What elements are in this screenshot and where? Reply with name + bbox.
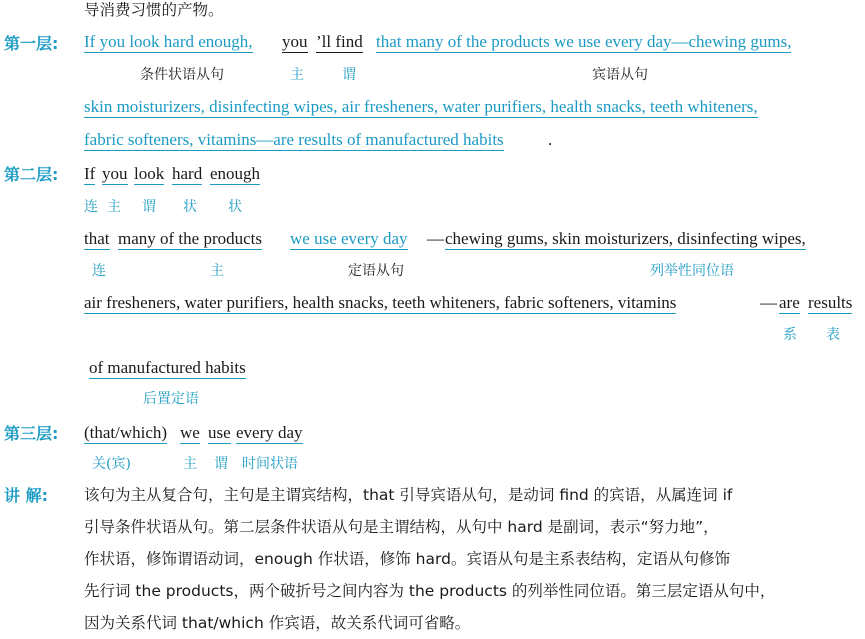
layer1-condition-clause: If you look hard enough,: [84, 32, 253, 51]
layer2-word-that: that: [84, 229, 110, 248]
layer2-word-results: results: [808, 293, 853, 312]
layer1-period: .: [548, 130, 553, 149]
layer2-appositive-line2: air fresheners, water purifiers, health snacks, teeth whiteners, fabric softeners, vitamins: [84, 293, 677, 312]
layer2-ann-appos: 列举性同位语: [650, 263, 734, 279]
layer2-ann-hard: 状: [183, 199, 197, 215]
layer1-object-clause-start: that many of the products we use every day—chewing gums,: [376, 32, 792, 51]
layer3-ann-every: 时间状语: [242, 456, 298, 472]
layer3-ann-use: 谓: [214, 456, 228, 472]
layer2-of-phrase: of manufactured habits: [89, 358, 246, 377]
explain-line-4: 先行词 the products，两个破折号之间内容为 the products 的列举性同位语。第三层定语从句中，: [84, 582, 776, 600]
layer1-object-clause-line2: skin moisturizers, disinfecting wipes, air fresheners, water purifiers, health snacks, teeth whiteners,: [84, 97, 758, 116]
layer2-ann-that: 连: [92, 263, 106, 279]
layer2-word-are: are: [779, 293, 800, 312]
layer2-appositive-line1: chewing gums, skin moisturizers, disinfecting wipes,: [445, 229, 806, 248]
layer2-label: 第二层:: [4, 165, 59, 184]
layer2-ann-look: 谓: [142, 199, 156, 215]
layer2-ann-of: 后置定语: [143, 391, 199, 407]
layer1-ann-subject: 主: [290, 67, 304, 83]
layer1-ann-object: 宾语从句: [592, 67, 648, 83]
layer2-ann-results: 表: [826, 327, 840, 343]
layer3-word-we: we: [180, 423, 200, 442]
layer3-word-that: (that/which): [84, 423, 168, 442]
explain-label: 讲 解:: [4, 486, 48, 505]
layer1-ann-predicate: 谓: [342, 67, 356, 83]
layer3-ann-we: 主: [183, 456, 197, 472]
layer2-attr-clause: we use every day: [290, 229, 408, 248]
layer2-word-enough: enough: [210, 164, 261, 183]
layer2-ann-you: 主: [107, 199, 121, 215]
layer1-predicate: ’ll find: [316, 32, 363, 51]
layer2-dash: —: [427, 229, 444, 248]
explain-line-3: 作状语，修饰谓语动词，enough 作状语，修饰 hard。宾语从句是主系表结构，定语从句修饰: [84, 550, 730, 568]
layer2-word-if: If: [84, 164, 96, 183]
explain-line-5: 因为关系代词 that/which 作宾语，故关系代词可省略。: [84, 614, 471, 632]
layer2-ann-if: 连: [84, 199, 98, 215]
layer2-word-products: many of the products: [118, 229, 262, 248]
layer1-label: 第一层:: [4, 34, 59, 53]
layer2-ann-attr: 定语从句: [348, 263, 404, 279]
explain-line-2: 引导条件状语从句。第二层条件状语从句是主谓结构，从句中 hard 是副词，表示“努力地”，: [84, 518, 719, 536]
layer1-object-clause-line3: fabric softeners, vitamins—are results of manufactured habits: [84, 130, 504, 149]
layer2-ann-enough: 状: [228, 199, 242, 215]
intro-text-tail: 导消费习惯的产物。: [84, 1, 224, 19]
layer2-dash2: —: [760, 293, 777, 312]
layer1-ann-condition: 条件状语从句: [140, 67, 224, 83]
explain-line-1: 该句为主从复合句，主句是主谓宾结构，that 引导宾语从句，是动词 find 的宾语，从属连词 if: [84, 486, 733, 504]
layer2-word-you: you: [102, 164, 128, 183]
layer3-ann-that: 关(宾): [92, 456, 131, 472]
layer2-word-hard: hard: [172, 164, 203, 183]
layer3-word-every: every day: [236, 423, 303, 442]
layer2-ann-are: 系: [783, 327, 797, 343]
layer3-label: 第三层:: [4, 424, 59, 443]
layer2-ann-products: 主: [210, 263, 224, 279]
layer3-word-use: use: [208, 423, 231, 442]
layer2-word-look: look: [134, 164, 165, 183]
layer1-subject: you: [282, 32, 308, 51]
